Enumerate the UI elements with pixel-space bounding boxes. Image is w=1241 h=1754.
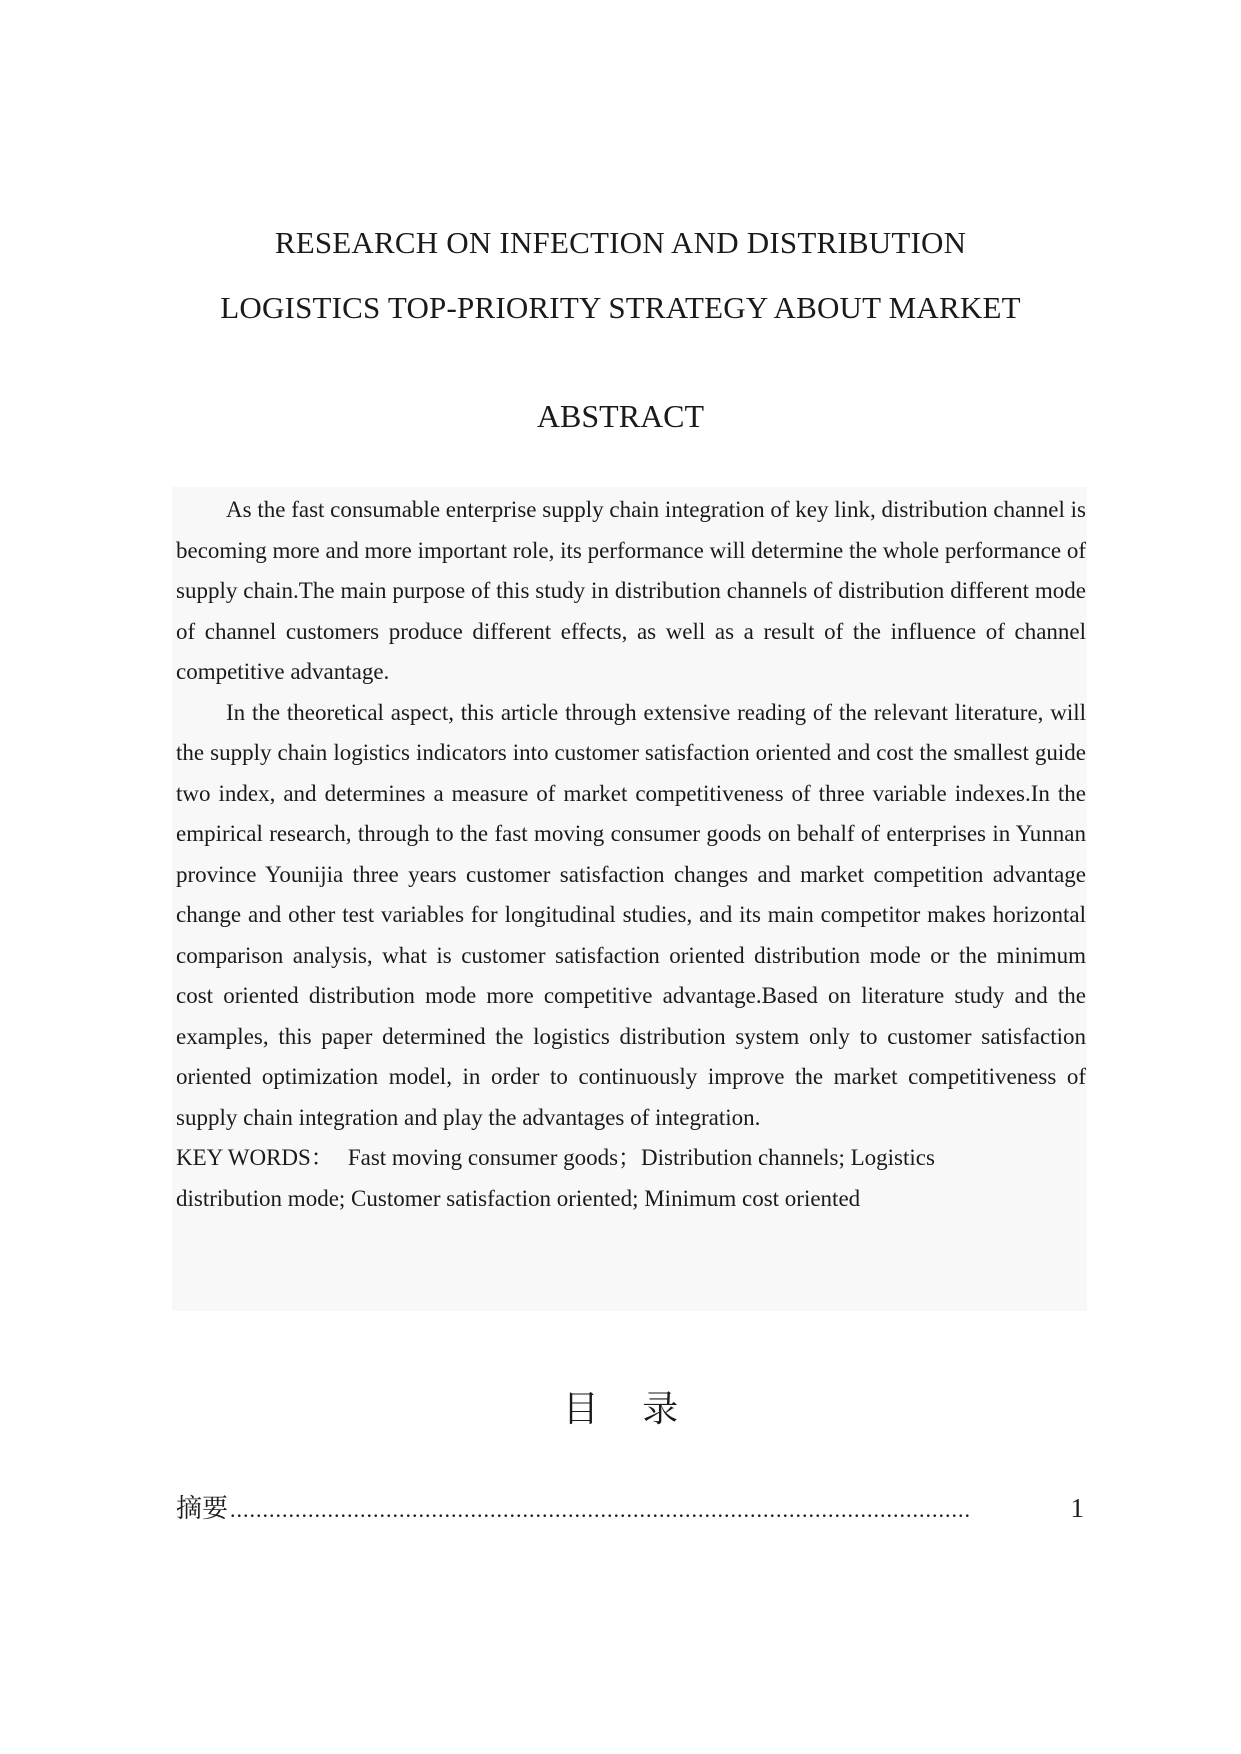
toc-entry-leader: ..................................................................................................................	[230, 1497, 972, 1522]
toc-entry-label: 摘要	[176, 1494, 229, 1524]
keywords	[176, 1138, 1086, 1219]
toc-heading: 目 录	[562, 1389, 695, 1430]
toc-entry-page-number: 1	[1070, 1493, 1084, 1523]
toc-entry[interactable]	[176, 1488, 1084, 1528]
keywords-line-1: Fast moving consumer goods；Distribution channels; Logistics	[347, 1145, 935, 1170]
title-line-1: RESEARCH ON INFECTION AND DISTRIBUTION	[274, 225, 967, 260]
keywords-line-2: distribution mode; Customer satisfaction oriented; Minimum cost oriented	[176, 1185, 861, 1211]
abstract-paragraph-1: As the fast consumable enterprise supply chain integration of key link, distribution channel is becoming more and more important role, its performance will determine the whole performance of supply chain.The main purpose of this study in distribution channels of distribution different mode of channel customers produce different effects, as well as a result of the influence of channel competitive advantage.	[176, 497, 1086, 684]
abstract-body	[176, 490, 1086, 1219]
abstract-paragraph-2: In the theoretical aspect, this article through extensive reading of the relevant literature, will the supply chain logistics indicators into customer satisfaction oriented and cost the smallest guide two index, and determines a measure of market competitiveness of three variable indexes.In the empirical research, through to the fast moving consumer goods on behalf of enterprises in Yunnan province Younijia three years customer satisfaction changes and market competition advantage change and other test variables for longitudinal studies, and its main competitor makes horizontal comparison analysis, what is customer satisfaction oriented distribution mode or the minimum cost oriented distribution mode more competitive advantage.Based on literature study and the examples, this paper determined the logistics distribution system only to customer satisfaction oriented optimization model, in order to continuously improve the market competitiveness of supply chain integration and play the advantages of integration.	[176, 699, 1086, 1130]
title-line-2: LOGISTICS TOP-PRIORITY STRATEGY ABOUT MARKET	[220, 290, 1021, 325]
keywords-label: KEY WORDS：	[176, 1145, 334, 1170]
abstract-heading: ABSTRACT	[536, 398, 705, 434]
